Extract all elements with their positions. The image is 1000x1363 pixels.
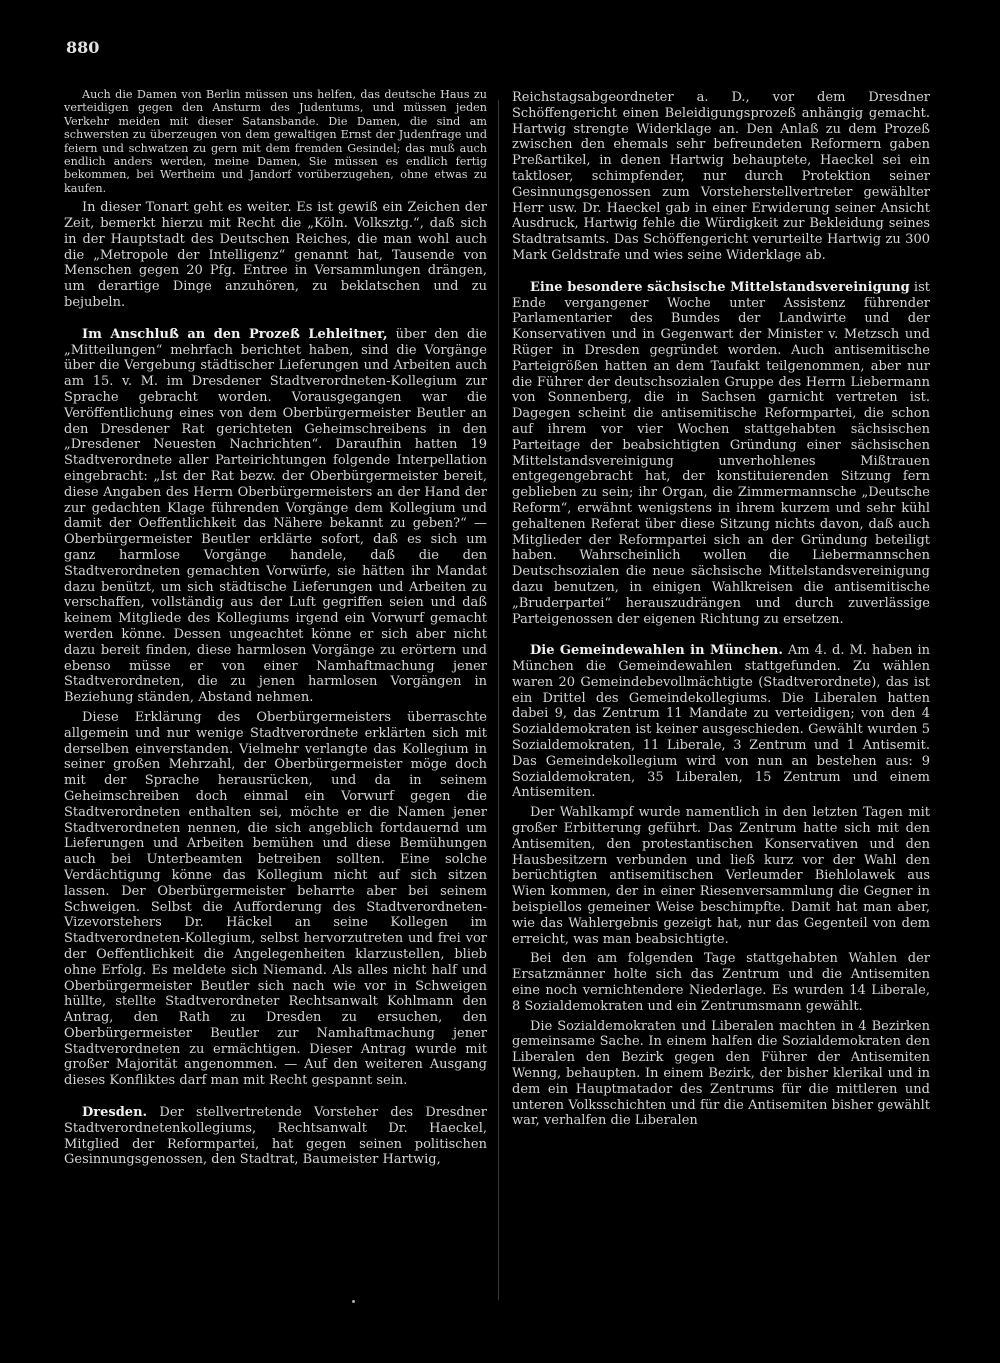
right-column [512, 90, 930, 1133]
left-column [64, 88, 487, 1172]
heading-lehleitner: Im Anschluß an den Prozeß Lehleitner, [82, 326, 388, 342]
section-saechsische-mittelstand [512, 280, 930, 628]
paragraph-tonart: In dieser Tonart geht es weiter. Es ist gewiß ein Zeichen der Zeit, bemerkt hierzu mit Recht die „Köln. Volksztg.“, daß sich in der Hauptstadt des Deutschen Reiches, die man wohl auch die „Metropole der Intelligenz“ genannt hat, Tausende von Menschen gegen 20 Pfg. Entree in Versammlungen drängen, um derartige Dinge anzuhören, zu beklatschen und zu bejubeln. [64, 200, 487, 311]
heading-saechsische-mittelstand: Eine besondere sächsische Mittelstandsvereinigung [530, 279, 910, 295]
body-gemeindewahlen: Am 4. d. M. haben in München die Gemeindewahlen stattgefunden. Zu wählen waren 20 Gemeindebevollmächtigte (Stadtverordnete), das ist ein Drittel des Gemeindekollegiums. Die Liberalen hatten dabei 9, das Zentrum 11 Mandate zu verteidigen; von den 4 Sozialdemokraten ist keiner ausgeschieden. Gewählt wurden 5 Sozialdemokraten, 11 Liberale, 3 Zentrum und 1 Antisemit. Das Gemeindekollegium wird von nun an bestehen aus: 9 Sozialdemokraten, 35 Liberalen, 15 Zentrum und einem Antisemiten. [512, 643, 930, 801]
body-lehleitner: über den die „Mitteilungen“ mehrfach berichtet haben, sind die Vorgänge über die Vergebung städtischer Lieferungen und Arbeiten auch am 15. v. M. im Dresdener Stadtverordneten-Kollegium zur Sprache gebracht worden. Vorausgegangen war die Veröffentlichung eines von dem Oberbürgermeister Beutler an den Dresdener Rat gerichteten Geheimschreibens in den „Dresdener Neuesten Nachrichten“. Daraufhin hatten 19 Stadtverordnete aller Parteirichtungen folgende Interpellation eingebracht: „Ist der Rat bezw. der Oberbürgermeister bereit, diese Angaben des Herrn Oberbürgermeisters an der Hand der zur gedachten Klage führenden Vorgänge dem Kollegium und damit der Oeffentlichkeit das Nähere bekannt zu geben?“ — Oberbürgermeister Beutler erklärte sofort, daß es sich um ganz harmlose Vorgänge handele, daß die den Stadtverordneten gemachten Vorwürfe, sie hätten ihr Mandat dazu benützt, um sich städtische Lieferungen und Arbeiten zu verschaffen, vollständig aus der Luft gegriffen seien und daß keinem Mitgliede des Kollegiums irgend ein Vorwurf gemacht werden könne. Dessen ungeachtet könne er sich aber nicht dazu bereit finden, diese harmlosen Vorgänge zu erörtern und ebenso müsse er von einer Namhaftmachung jener Stadtverordneten, die zu jenen harmlosen Vorgängen in Beziehung ständen, Abstand nehmen. [64, 326, 487, 706]
page-mark [352, 1300, 355, 1303]
paragraph-erklaerung: Diese Erklärung des Oberbürgermeisters überraschte allgemein und nur wenige Stadtverordnete erklärten sich mit derselben einverstanden. Vielmehr verlangte das Kollegium in seiner großen Mehrzahl, der Oberbürgermeister möge doch mit der Sprache herausrücken, und da in seinem Geheimschreiben doch einmal ein Vorwurf gegen die Stadtverordneten enthalten sei, möchte er die Namen jener Stadtverordneten nennen, die sich angeblich fortdauernd um Lieferungen und Arbeiten bemühen und diese Bemühungen auch bei Unterbeamten betreiben sollten. Eine solche Verdächtigung könne das Kollegium nicht auf sich sitzen lassen. Der Oberbürgermeister beharrte aber bei seinem Schweigen. Selbst die Aufforderung des Stadtverordneten-Vizevorstehers Dr. Häckel an seine Kollegen im Stadtverordneten-Kollegium, selbst hervorzutreten und frei vor der Oeffentlichkeit die Angelegenheiten klarzustellen, blieb ohne Erfolg. Es meldete sich Niemand. Als alles nicht half und Oberbürgermeister Beutler sich nach wie vor in Schweigen hüllte, stellte Stadtverordneter Rechtsanwalt Kohlmann den Antrag, den Rath zu Dresden zu ersuchen, den Oberbürgermeister Beutler zur Namhaftmachung jener Stadtverordneten zu ermächtigen. Dieser Antrag wurde mit großer Majorität angenommen. — Auf den weiteren Ausgang dieses Konfliktes darf man mit Recht gespannt sein. [64, 709, 487, 1089]
section-lehleitner [64, 327, 487, 706]
body-saechsische-mittelstand: ist Ende vergangener Woche unter Assistenz führender Parlamentarier des Bundes der Landwirte und der Konservativen und in Gegenwart der Minister v. Metzsch und Rüger in Dresden gegründet worden. Auch antisemitische Parteigrößen hatten an dem Taufakt teilgenommen, aber nur die Führer der deutschsozialen Gruppe des Herrn Liebermann von Sonnenberg, die in Sachsen garnicht vertreten ist. Dagegen scheint die antisemitische Reformpartei, die schon auf ihrem vor vier Wochen stattgehabten sächsischen Parteitage der beabsichtigten Gründung einer sächsischen Mittelstandsvereinigung unverhohlenes Mißtrauen entgegengebracht hat, der konstituierenden Sitzung fern geblieben zu sein; ihr Organ, die Zimmermannsche „Deutsche Reform“, erwähnt wenigstens in ihrem kurzem und sehr kühl gehaltenen Referat über diese Sitzung nichts davon, daß auch Mitglieder der Reformpartei sich an der Gründung beteiligt haben. Wahrscheinlich wollen die Liebermannschen Deutschsozialen die neue sächsische Mittelstandsvereinigung dazu benutzen, in einigen Wahlkreisen die antisemitische „Bruderpartei“ herauszudrängen und durch zuverlässige Parteigenossen der eigenen Richtung zu ersetzen. [512, 279, 930, 627]
column-divider [498, 100, 499, 1300]
heading-gemeindewahlen: Die Gemeindewahlen in München. [530, 643, 783, 659]
body-dresden: Der stellvertretende Vorsteher des Dresdner Stadtverordnetenkollegiums, Rechtsanwalt Dr. Haeckel, Mitglied der Reformpartei, hat gegen seinen politischen Gesinnungsgenossen, den Stadtrat, Baumeister Hartwig, [64, 1105, 487, 1168]
paragraph-dresden-continued: Reichstagsabgeordneter a. D., vor dem Dresdner Schöffengericht einen Beleidigungsprozeß anhängig gemacht. Hartwig strengte Widerklage an. Den Anlaß zu dem Prozeß zwischen den ehemals sehr befreundeten Reformern gaben Preßartikel, in denen Hartwig behauptete, Haeckel sei ein taktloser, schimpfender, nur durch Protektion seiner Gesinnungsgenossen zum Vorsteherstellvertreter gewählter Herr usw. Dr. Haeckel gab in einer Erwiderung seiner Ansicht Ausdruck, Hartwig fehle die Würdigkeit zur Bekleidung seines Stadtratsamts. Das Schöffengericht verurteilte Hartwig zu 300 Mark Geldstrafe und wies seine Widerklage ab. [512, 90, 930, 263]
section-dresden [64, 1105, 487, 1168]
paragraph-sozialdemokraten: Die Sozialdemokraten und Liberalen machten in 4 Bezirken gemeinsame Sache. In einem halfen die Sozialdemokraten den Liberalen den Bezirk gegen den Führer der Antisemiten Wenng, behaupten. In einem Bezirk, der bisher klerikal und in dem ein Hauptmatador des Zentrums für die mittleren und unteren Volksschichten und für die Antisemiten bisher gewählt war, verhalfen die Liberalen [512, 1018, 930, 1129]
section-gemeindewahlen [512, 643, 930, 801]
intro-quote: Auch die Damen von Berlin müssen uns helfen, das deutsche Haus zu verteidigen gegen den Ansturm des Judentums, und müssen jeden Verkehr meiden mit dieser Satansbande. Die Damen, die sind am schwersten zu überzeugen von dem gewaltigen Ernst der Judenfrage und feiern und schwatzen zu gern mit dem fremden Gesindel; das muß auch endlich anders werden, meine Damen, Sie müssen es endlich fertig bekommen, bei Wertheim und Jandorf vorüberzugehen, ohne etwas zu kaufen. [64, 88, 487, 195]
heading-dresden: Dresden. [82, 1105, 148, 1121]
page-number: 880 [66, 38, 100, 57]
paragraph-wahlkampf: Der Wahlkampf wurde namentlich in den letzten Tagen mit großer Erbitterung geführt. Das Zentrum hatte sich mit den Antisemiten, den protestantischen Konservativen und den Hausbesitzern verbunden und ließ kurz vor der Wahl den berüchtigten antisemitischen Verleumder Biehlolawek aus Wien kommen, der in einer Riesenversammlung die Gegner in beispiellos gemeiner Weise beschimpfte. Damit hat man aber, wie das Wahlergebnis gezeigt hat, nur das Gegenteil von dem erreicht, was man beabsichtigte. [512, 805, 930, 947]
paragraph-ersatzmaenner: Bei den am folgenden Tage stattgehabten Wahlen der Ersatzmänner holte sich das Zentrum und die Antisemiten eine noch vernichtendere Niederlage. Es wurden 14 Liberale, 8 Sozialdemokraten und ein Zentrumsmann gewählt. [512, 951, 930, 1014]
